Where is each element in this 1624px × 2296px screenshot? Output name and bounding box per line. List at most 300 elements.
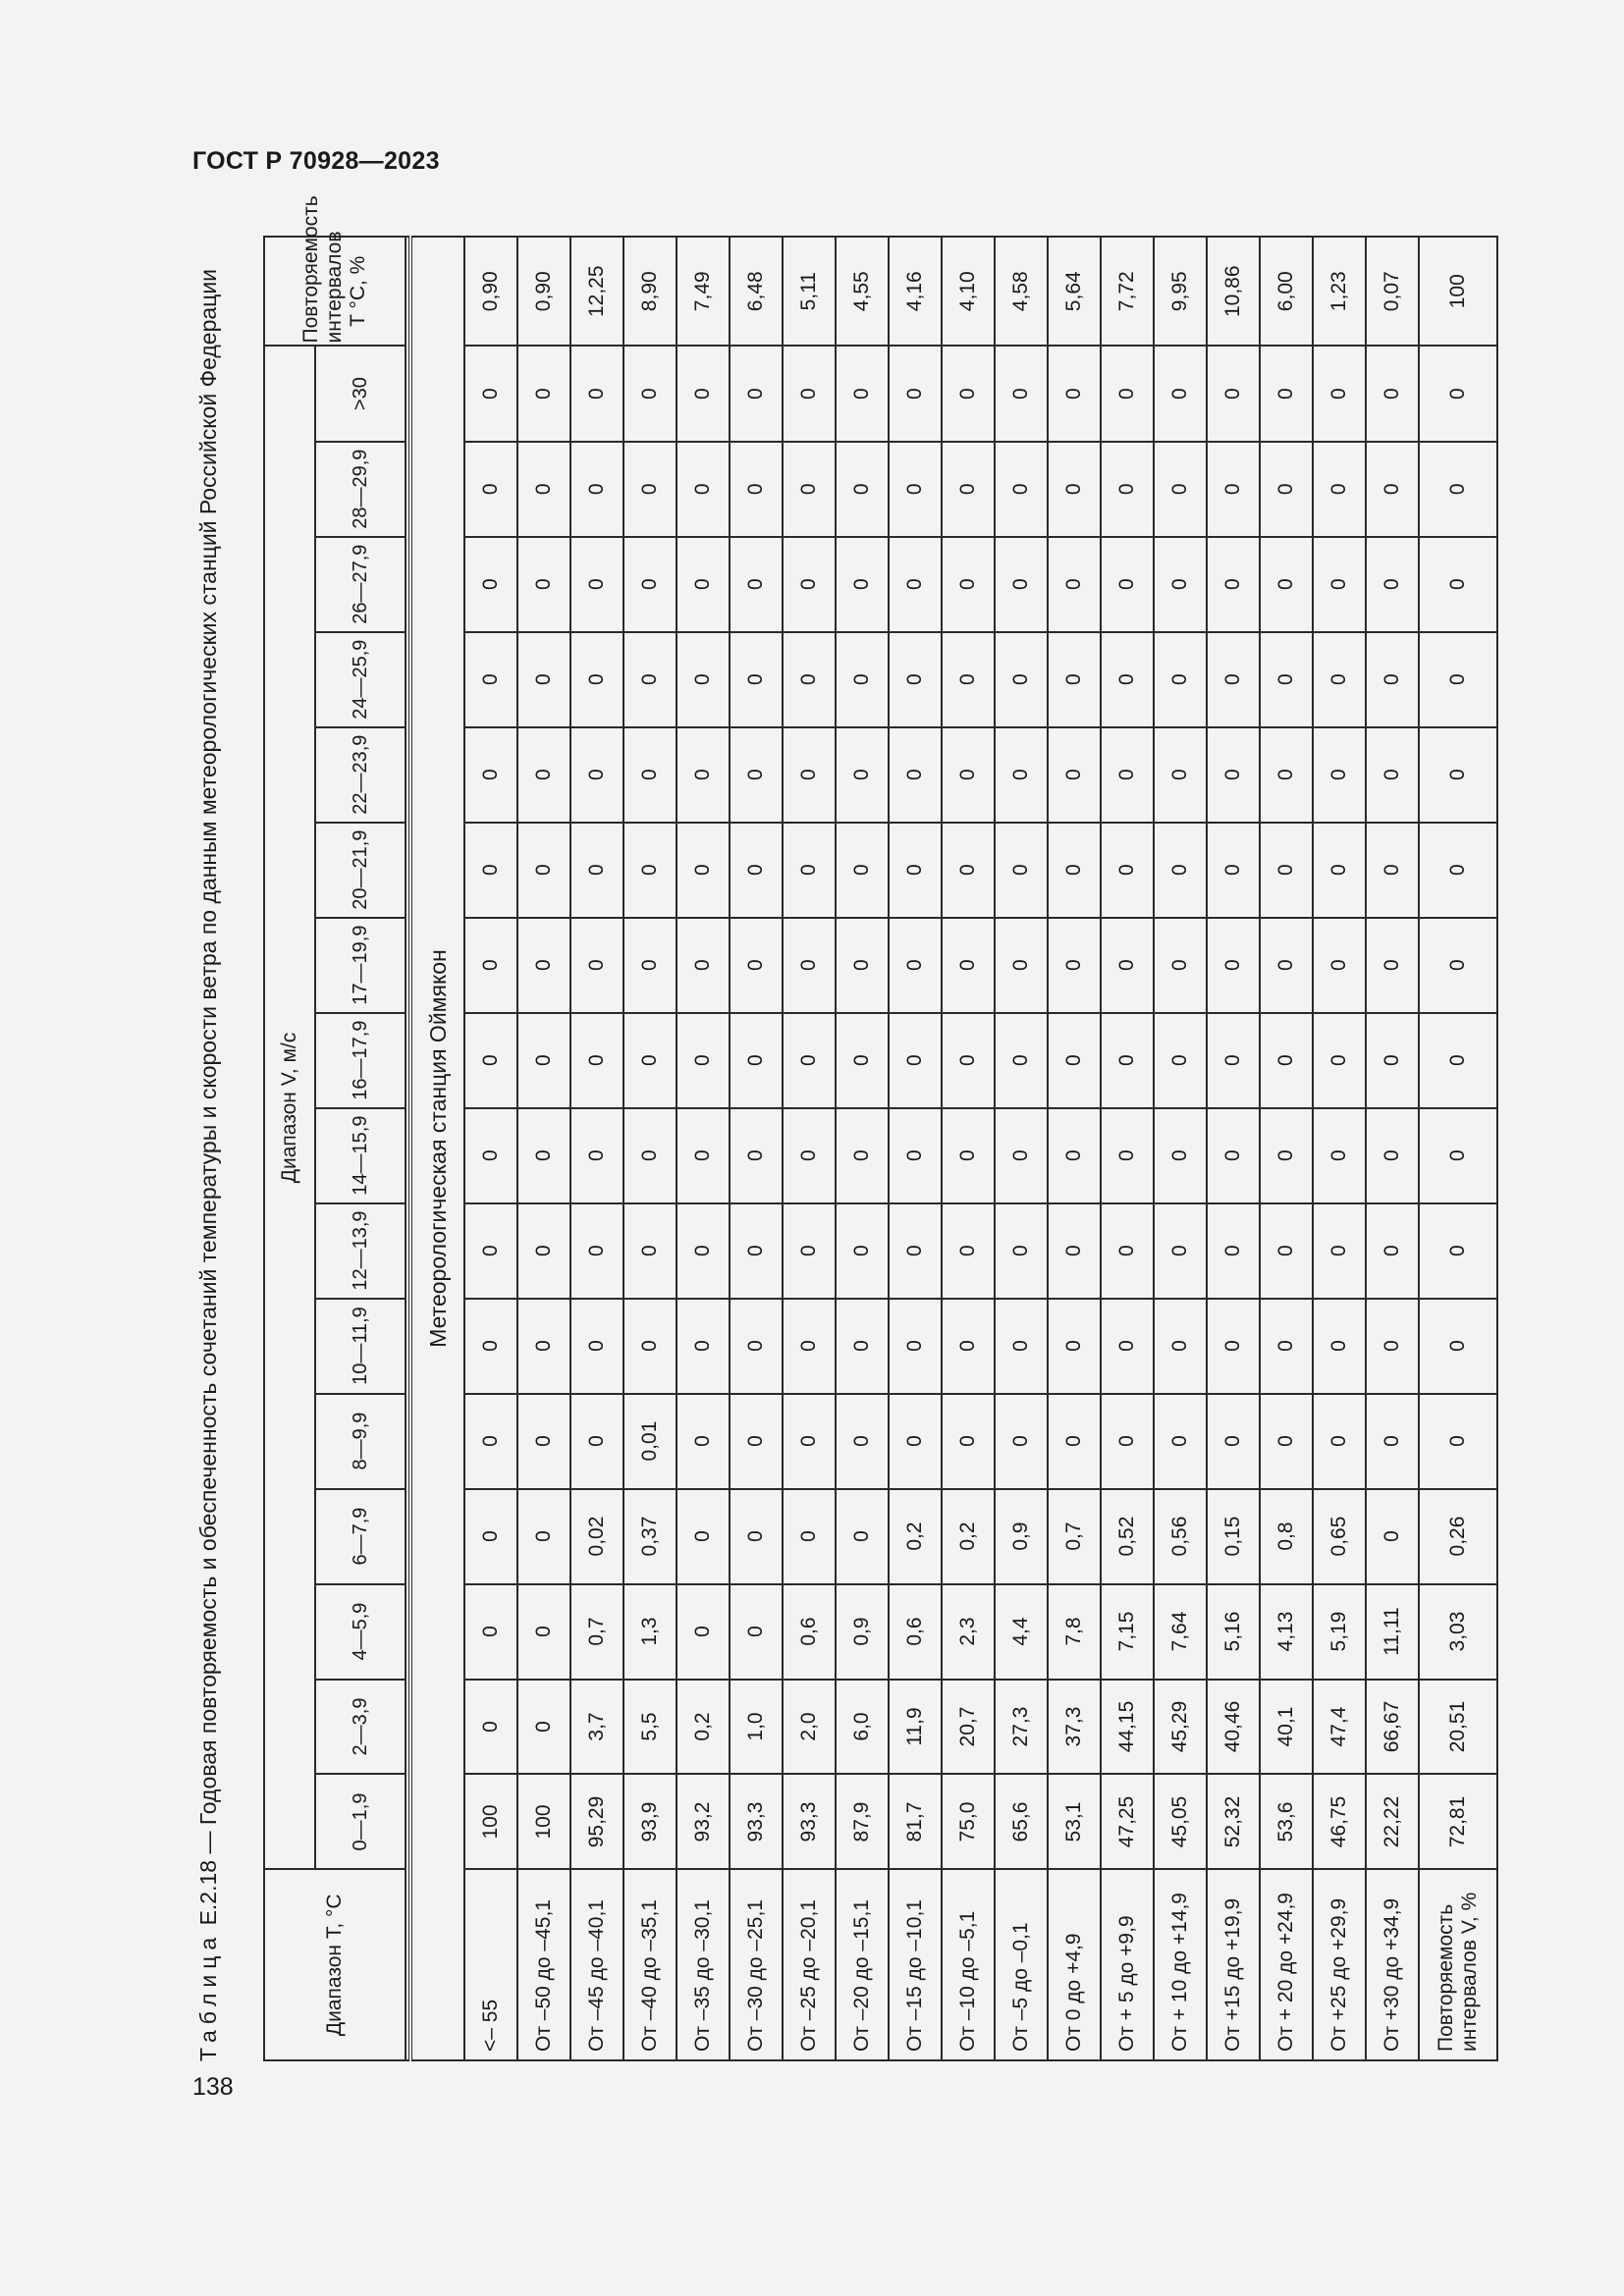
repeatability-cell: 8,90	[623, 237, 677, 346]
table-cell: 93,3	[783, 1775, 836, 1870]
table-cell: 0	[1313, 537, 1366, 632]
table-cell: 0	[623, 823, 677, 918]
table-cell: 0	[1154, 1013, 1207, 1108]
table-cell: 0	[517, 1299, 570, 1394]
table-cell: 0	[1154, 1203, 1207, 1299]
table-cell: 2,3	[942, 1584, 995, 1680]
table-cell: 0	[1207, 1394, 1260, 1489]
repeatability-cell: 0,90	[464, 237, 517, 346]
table-cell: 0	[1048, 1299, 1101, 1394]
table-cell: 0	[464, 1489, 517, 1584]
table-cell: 0	[836, 1394, 889, 1489]
table-cell: 0	[570, 823, 623, 918]
table-cell: 0	[995, 823, 1048, 918]
table-cell: 0	[942, 632, 995, 727]
table-cell: 0	[1101, 1394, 1154, 1489]
table-cell: 0	[1260, 632, 1313, 727]
row-label: От –20 до –15,1	[836, 1869, 889, 2060]
table-cell: 0	[1101, 727, 1154, 823]
table-cell: 0	[1419, 823, 1497, 918]
table-cell: 0	[942, 1394, 995, 1489]
table-cell: 0	[1101, 823, 1154, 918]
header-v-bin: 10—11,9	[315, 1299, 406, 1394]
table-cell: 0	[1101, 1108, 1154, 1203]
header-v-bin: 20—21,9	[315, 823, 406, 918]
table-cell: 87,9	[836, 1775, 889, 1870]
table-cell: 0	[570, 1203, 623, 1299]
table-cell: 0	[677, 1489, 730, 1584]
table-cell: 0	[677, 823, 730, 918]
table-cell: 0	[464, 1394, 517, 1489]
table-cell: 0	[995, 346, 1048, 441]
table-cell: 0	[517, 918, 570, 1013]
repeatability-cell: 7,72	[1101, 237, 1154, 346]
table-cell: 0	[889, 632, 942, 727]
caption-number: Е.2.18	[195, 1859, 221, 1926]
table-cell: 0	[995, 1013, 1048, 1108]
table-row	[623, 237, 677, 2060]
table-cell: 0	[677, 727, 730, 823]
table-cell: 0	[570, 537, 623, 632]
header-v-bin: 26—27,9	[315, 537, 406, 632]
table-row	[836, 237, 889, 2060]
header-v-bin: 24—25,9	[315, 632, 406, 727]
table-cell: 0	[677, 442, 730, 537]
repeatability-cell: 0,90	[517, 237, 570, 346]
table-row	[570, 237, 623, 2060]
table-cell: 0	[1313, 1394, 1366, 1489]
table-cell: 0	[1419, 1299, 1497, 1394]
table-cell: 66,67	[1366, 1680, 1419, 1775]
header-v-bin: 6—7,9	[315, 1489, 406, 1584]
table-cell: 0	[783, 442, 836, 537]
table-cell: 0	[1419, 346, 1497, 441]
table-cell: 7,64	[1154, 1584, 1207, 1680]
table-cell: 0	[464, 346, 517, 441]
repeatability-cell: 0,07	[1366, 237, 1419, 346]
table-cell: 0	[677, 1203, 730, 1299]
station-name: Метеорологическая станция Оймякон	[410, 237, 464, 2060]
table-cell: 0	[464, 1680, 517, 1775]
table-cell: 0	[464, 442, 517, 537]
row-label: От –35 до –30,1	[677, 1869, 730, 2060]
table-row	[1207, 237, 1260, 2060]
header-v-bin: 2—3,9	[315, 1680, 406, 1775]
table-cell: 0	[517, 727, 570, 823]
table-cell: 0	[623, 727, 677, 823]
table-cell: 0	[836, 823, 889, 918]
repeatability-cell: 4,10	[942, 237, 995, 346]
table-cell: 0	[517, 823, 570, 918]
table-cell: 0	[995, 632, 1048, 727]
table-cell: 0	[995, 918, 1048, 1013]
table-cell: 0	[623, 346, 677, 441]
table-cell: 0	[517, 1489, 570, 1584]
table-cell: 0	[1101, 632, 1154, 727]
table-cell: 0	[1101, 537, 1154, 632]
row-label: От –40 до –35,1	[623, 1869, 677, 2060]
repeatability-cell: 6,48	[730, 237, 783, 346]
table-cell: 0	[1260, 1394, 1313, 1489]
table-cell: 4,4	[995, 1584, 1048, 1680]
table-cell: 3,03	[1419, 1584, 1497, 1680]
table-cell: 0,2	[889, 1489, 942, 1584]
table-cell: 0	[1366, 1108, 1419, 1203]
document-header: ГОСТ Р 70928—2023	[192, 147, 440, 175]
table-cell: 0	[1260, 727, 1313, 823]
table-cell: 40,46	[1207, 1680, 1260, 1775]
table-cell: 5,16	[1207, 1584, 1260, 1680]
table-cell: 0	[677, 537, 730, 632]
row-label: От –10 до –5,1	[942, 1869, 995, 2060]
table-caption	[194, 236, 223, 2061]
table-cell: 0	[1048, 1013, 1101, 1108]
table-cell: 20,7	[942, 1680, 995, 1775]
table-cell: 0	[836, 537, 889, 632]
table-cell: 0	[889, 1013, 942, 1108]
table-cell: 0	[1260, 918, 1313, 1013]
table-cell: 0,56	[1154, 1489, 1207, 1584]
table-cell: 0	[1419, 1013, 1497, 1108]
table-cell: 0	[942, 1203, 995, 1299]
row-label: От +30 до +34,9	[1366, 1869, 1419, 2060]
table-cell: 0	[730, 1013, 783, 1108]
table-cell: 0	[836, 1299, 889, 1394]
table-cell: 0	[889, 727, 942, 823]
row-label: От 0 до +4,9	[1048, 1869, 1101, 2060]
table-cell: 46,75	[1313, 1775, 1366, 1870]
table-cell: 0	[1101, 918, 1154, 1013]
table-cell: 0	[730, 346, 783, 441]
table-cell: 0	[783, 1299, 836, 1394]
table-cell: 0	[1366, 1203, 1419, 1299]
table-cell: 0,9	[995, 1489, 1048, 1584]
table-row	[1048, 237, 1101, 2060]
table-cell: 0	[623, 1299, 677, 1394]
table-cell: 0,26	[1419, 1489, 1497, 1584]
table-cell: 0,65	[1313, 1489, 1366, 1584]
table-cell: 0	[1048, 346, 1101, 441]
repeatability-cell: 12,25	[570, 237, 623, 346]
row-label: Повторяемость интервалов V, %	[1419, 1869, 1497, 2060]
header-v-bin: 4—5,9	[315, 1584, 406, 1680]
table-cell: 0	[889, 918, 942, 1013]
table-cell: 0	[836, 727, 889, 823]
table-cell: 0,52	[1101, 1489, 1154, 1584]
table-cell: 100	[464, 1775, 517, 1870]
table-cell: 0	[783, 632, 836, 727]
table-cell: 0	[1207, 1108, 1260, 1203]
table-cell: 0	[730, 1108, 783, 1203]
table-cell: 0	[1260, 1299, 1313, 1394]
table-cell: 0	[570, 442, 623, 537]
repeatability-cell: 9,95	[1154, 237, 1207, 346]
table-cell: 47,25	[1101, 1775, 1154, 1870]
table-cell: 0	[464, 1013, 517, 1108]
table-cell: 0	[995, 442, 1048, 537]
table-cell: 0	[730, 537, 783, 632]
table-row	[995, 237, 1048, 2060]
row-label: От +25 до +29,9	[1313, 1869, 1366, 2060]
table-cell: 0	[1048, 442, 1101, 537]
table-cell: 0	[783, 1108, 836, 1203]
table-cell: 0	[1260, 537, 1313, 632]
table-row	[1366, 237, 1419, 2060]
table-row	[1101, 237, 1154, 2060]
table-cell: 0	[836, 1108, 889, 1203]
table-cell: 0	[889, 442, 942, 537]
table-cell: 0	[1366, 346, 1419, 441]
table-row	[1154, 237, 1207, 2060]
table-cell: 0	[783, 727, 836, 823]
repeatability-cell: 6,00	[1260, 237, 1313, 346]
table-cell: 0	[1313, 442, 1366, 537]
table-cell: 0	[1207, 1013, 1260, 1108]
header-v-bin: 16—17,9	[315, 1013, 406, 1108]
table-cell: 0	[1048, 1108, 1101, 1203]
table-cell: 0	[464, 1203, 517, 1299]
table-cell: 0	[464, 1108, 517, 1203]
table-cell: 0	[464, 537, 517, 632]
table-cell: 0	[836, 442, 889, 537]
table-cell: 0,2	[677, 1680, 730, 1775]
table-cell: 0	[1101, 1203, 1154, 1299]
table-cell: 0,6	[783, 1584, 836, 1680]
table-cell: 0	[1207, 918, 1260, 1013]
table-cell: 0	[677, 1108, 730, 1203]
table-cell: 0	[1313, 1203, 1366, 1299]
table-cell: 0	[1366, 1013, 1419, 1108]
table-cell: 0	[517, 346, 570, 441]
table-cell: 0	[1419, 1108, 1497, 1203]
table-cell: 0	[1207, 823, 1260, 918]
row-label: От –45 до –40,1	[570, 1869, 623, 2060]
table-cell: 0	[623, 1013, 677, 1108]
table-cell: 5,19	[1313, 1584, 1366, 1680]
table-cell: 52,32	[1207, 1775, 1260, 1870]
table-cell: 7,8	[1048, 1584, 1101, 1680]
table-cell: 0	[1154, 442, 1207, 537]
table-cell: 0	[995, 1394, 1048, 1489]
header-wind-range: Диапазон V, м/с	[264, 346, 315, 1869]
table-cell: 0	[889, 537, 942, 632]
table-cell: 0	[623, 1203, 677, 1299]
table-cell: 0	[517, 1013, 570, 1108]
header-v-bin: 22—23,9	[315, 727, 406, 823]
table-cell: 0	[1048, 1203, 1101, 1299]
table-cell: 0	[889, 823, 942, 918]
table-cell: 0	[1207, 1203, 1260, 1299]
table-cell: 0,7	[570, 1584, 623, 1680]
data-table	[263, 195, 1498, 2061]
table-cell: 0	[1366, 918, 1419, 1013]
table-row	[783, 237, 836, 2060]
table-cell: 0	[1313, 346, 1366, 441]
header-v-bin: 28—29,9	[315, 442, 406, 537]
table-cell: 37,3	[1048, 1680, 1101, 1775]
table-cell: 0,15	[1207, 1489, 1260, 1584]
table-cell: 0	[570, 918, 623, 1013]
table-cell: 0	[1419, 632, 1497, 727]
row-label: <– 55	[464, 1869, 517, 2060]
table-cell: 0	[1419, 918, 1497, 1013]
table-cell: 0	[942, 1013, 995, 1108]
table-cell: 0	[1366, 727, 1419, 823]
table-cell: 0	[942, 1299, 995, 1394]
repeatability-cell: 100	[1419, 237, 1497, 346]
table-cell: 0	[730, 442, 783, 537]
table-cell: 0	[1207, 1299, 1260, 1394]
table-cell: 0	[783, 1489, 836, 1584]
rotated-table-block	[194, 195, 1559, 2061]
table-cell: 0	[1101, 442, 1154, 537]
table-cell: 0	[517, 1584, 570, 1680]
table-row	[942, 237, 995, 2060]
table-cell: 0	[1207, 442, 1260, 537]
table-cell: 0	[730, 727, 783, 823]
repeatability-cell: 4,55	[836, 237, 889, 346]
table-cell: 0	[464, 727, 517, 823]
table-cell: 47,4	[1313, 1680, 1366, 1775]
header-v-bin: 12—13,9	[315, 1203, 406, 1299]
table-cell: 0	[783, 537, 836, 632]
table-cell: 0	[1154, 1299, 1207, 1394]
table-cell: 0	[1366, 823, 1419, 918]
table-cell: 0	[1419, 442, 1497, 537]
table-cell: 75,0	[942, 1775, 995, 1870]
table-cell: 45,05	[1154, 1775, 1207, 1870]
table-cell: 0	[1366, 1394, 1419, 1489]
table-cell: 0	[942, 442, 995, 537]
table-cell: 0	[730, 1584, 783, 1680]
table-cell: 0	[1154, 1108, 1207, 1203]
table-cell: 0	[1154, 632, 1207, 727]
table-cell: 93,2	[677, 1775, 730, 1870]
table-cell: 0	[730, 918, 783, 1013]
table-cell: 81,7	[889, 1775, 942, 1870]
table-cell: 0	[570, 1394, 623, 1489]
table-cell: 0	[517, 537, 570, 632]
table-cell: 0	[1048, 918, 1101, 1013]
table-cell: 0	[623, 1108, 677, 1203]
table-cell: 2,0	[783, 1680, 836, 1775]
table-cell: 0	[889, 1108, 942, 1203]
table-cell: 0	[464, 823, 517, 918]
header-v-bin: 0—1,9	[315, 1775, 406, 1870]
table-cell: 0	[730, 1489, 783, 1584]
row-label: От + 10 до +14,9	[1154, 1869, 1207, 2060]
table-cell: 0	[995, 727, 1048, 823]
table-cell: 44,15	[1101, 1680, 1154, 1775]
table-cell: 0	[517, 1108, 570, 1203]
table-row	[730, 237, 783, 2060]
table-row	[1313, 237, 1366, 2060]
table-cell: 0	[1260, 1203, 1313, 1299]
table-cell: 0,2	[942, 1489, 995, 1584]
table-cell: 3,7	[570, 1680, 623, 1775]
table-cell: 0,8	[1260, 1489, 1313, 1584]
table-cell: 0	[942, 1108, 995, 1203]
table-cell: 0	[570, 1108, 623, 1203]
table-cell: 0	[1154, 1394, 1207, 1489]
table-cell: 0	[783, 918, 836, 1013]
header-v-bin: >30	[315, 346, 406, 441]
table-cell: 0	[1260, 1013, 1313, 1108]
caption-label: Таблица	[195, 1931, 221, 2061]
table-cell: 0	[464, 1299, 517, 1394]
repeatability-cell: 1,23	[1313, 237, 1366, 346]
table-cell: 0	[1366, 1299, 1419, 1394]
table-cell: 4,13	[1260, 1584, 1313, 1680]
table-cell: 0,6	[889, 1584, 942, 1680]
table-cell: 0	[1260, 823, 1313, 918]
table-cell: 0	[995, 1108, 1048, 1203]
table-cell: 7,15	[1101, 1584, 1154, 1680]
table-cell: 0,02	[570, 1489, 623, 1584]
table-cell: 0	[677, 918, 730, 1013]
table-cell: 5,5	[623, 1680, 677, 1775]
table-cell: 0	[730, 1394, 783, 1489]
table-cell: 0	[517, 632, 570, 727]
repeatability-cell: 5,11	[783, 237, 836, 346]
row-label: От –15 до –10,1	[889, 1869, 942, 2060]
table-cell: 11,9	[889, 1680, 942, 1775]
table-cell: 0,01	[623, 1394, 677, 1489]
table-cell: 53,1	[1048, 1775, 1101, 1870]
table-cell: 0	[677, 346, 730, 441]
table-cell: 0	[942, 823, 995, 918]
table-cell: 0	[570, 1299, 623, 1394]
table-cell: 0	[836, 346, 889, 441]
table-cell: 95,29	[570, 1775, 623, 1870]
table-cell: 0	[1313, 823, 1366, 918]
repeatability-cell: 10,86	[1207, 237, 1260, 346]
table-cell: 0,37	[623, 1489, 677, 1584]
table-cell: 0	[1048, 727, 1101, 823]
table-row	[1260, 237, 1313, 2060]
table-cell: 0	[730, 1299, 783, 1394]
table-cell: 0	[464, 1584, 517, 1680]
table-cell: 22,22	[1366, 1775, 1419, 1870]
table-cell: 0	[730, 823, 783, 918]
table-cell: 0	[889, 1203, 942, 1299]
table-cell: 0	[836, 1013, 889, 1108]
table-cell: 100	[517, 1775, 570, 1870]
table-cell: 0	[677, 1584, 730, 1680]
table-cell: 0	[1313, 1299, 1366, 1394]
table-cell: 0	[1313, 727, 1366, 823]
row-label: От –25 до –20,1	[783, 1869, 836, 2060]
table-cell: 72,81	[1419, 1775, 1497, 1870]
table-cell: 0	[1419, 1203, 1497, 1299]
repeatability-cell: 5,64	[1048, 237, 1101, 346]
table-cell: 0	[1366, 537, 1419, 632]
table-cell: 0	[889, 1394, 942, 1489]
table-cell: 0	[1366, 632, 1419, 727]
row-label: От –5 до –0,1	[995, 1869, 1048, 2060]
header-v-bin: 8—9,9	[315, 1394, 406, 1489]
table-cell: 0	[942, 346, 995, 441]
table-cell: 0	[942, 727, 995, 823]
table-cell: 0	[677, 1299, 730, 1394]
table-cell: 0	[623, 632, 677, 727]
row-label: От –30 до –25,1	[730, 1869, 783, 2060]
table-row	[464, 237, 517, 2060]
table-cell: 65,6	[995, 1775, 1048, 1870]
table-cell: 20,51	[1419, 1680, 1497, 1775]
table-cell: 0	[677, 1394, 730, 1489]
table-cell: 0	[517, 442, 570, 537]
